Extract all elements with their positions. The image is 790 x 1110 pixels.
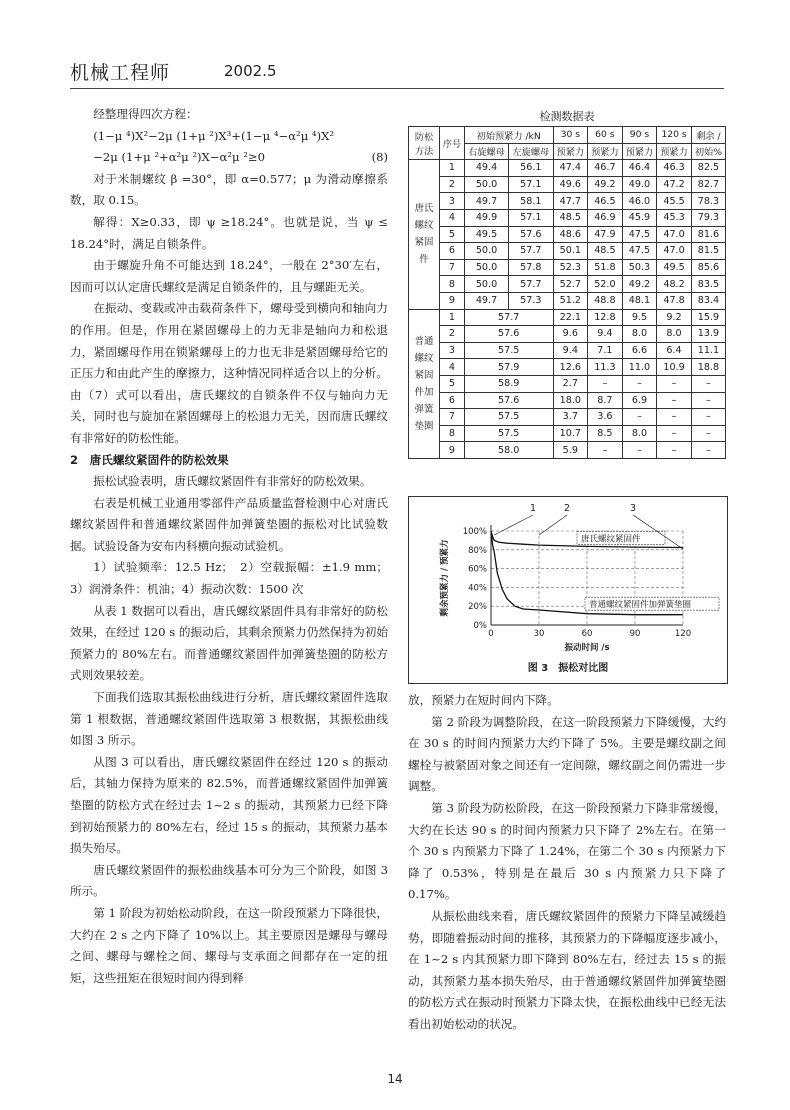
table-cell: 49.2 [622,276,657,293]
table-cell: – [657,442,692,459]
table-row [409,392,726,409]
header-seq: 序号 [440,127,465,160]
table-cell: 13.9 [691,326,725,343]
paragraph: 在振动、变载或冲击载荷条件下，螺母受到横向和轴向力的作用。但是，作用在紧固螺母上的力无非是轴向力和松退力，紧固螺母作用在锁紧螺母上的力也无非是紧固螺母给它的正压力和由此产生的摩擦力，这种情况同样适合以上的分析。由（7）式可以看出，唐氏螺纹的自锁条件不仅与轴向力无关，同时也与旋加在紧固螺母上的松退力无关，因而唐氏螺纹有非常好的防松性能。 [70,301,388,445]
x-tick-label: 30 [533,629,545,639]
table-cell: 2 [440,176,465,193]
paragraph: 第 2 阶段为调整阶段，在这一阶段预紧力下降缓慢，大约在 30 s 的时间内预紧力大约下降了 5%。主要是螺纹副之间螺栓与被紧固对象之间还有一定间隙，螺纹副之间仍需进一步调整。 [408,714,726,794]
table-cell: 82.5 [691,160,725,177]
table-cell: 3 [440,342,465,359]
paragraph: 从振松曲线来看，唐氏螺纹紧固件的预紧力下降呈减缓趋势，即随着振动时间的推移，其预紧力的下降幅度逐步减小，在 1~2 s 内其预紧力即下降到 80%左右，经过去 15 s 的振动，其预紧力基本损失殆尽，由于普通螺纹紧固件加弹簧垫圈的防松方式在振动时预紧力下降太快，在振松曲线中已经无法看出初始松动的状况。 [408,908,726,1031]
table-cell: 47.9 [588,226,623,243]
x-tick-label: 90 [629,629,641,639]
journal-title: 机械工程师 [70,62,171,84]
table-cell: 6 [440,243,465,260]
table-cell: 56.1 [509,160,553,177]
table-cell: 6.9 [622,392,657,409]
table-cell: 47.0 [657,243,692,260]
paragraph: 第 1 阶段为初始松动阶段，在这一阶段预紧力下降很快，大约在 2 s 之内下降了 10%以上。其主要原因是螺母与螺母之间、螺母与螺栓之间、螺母与支承面之间都存在一定的扭矩，这些扭矩在很短时间内得到释 [70,905,388,985]
table-cell: 57.9 [464,359,553,376]
table-cell: 48.5 [588,243,623,260]
table-cell: 82.7 [691,176,725,193]
table-cell: 6 [440,392,465,409]
series-label: 唐氏螺纹紧固件 [581,534,641,545]
table-cell: 9.6 [553,326,588,343]
table-cell: 8.0 [622,425,657,442]
table-cell: 15.9 [691,309,725,326]
table-cell: 51.2 [553,292,588,309]
header-time: 90 s [622,127,657,144]
table-cell: 83.5 [691,276,725,293]
table-cell: 22.1 [553,309,588,326]
table-cell: 57.8 [509,259,553,276]
table-cell: 10.9 [657,359,692,376]
paragraph: 右表是机械工业通用零部件产品质量监督检测中心对唐氏螺纹紧固件和普通螺纹紧固件加弹簧垫圈的振松对比试验数据。试验设备为安布内科横向振动试验机。 [70,495,388,553]
page-number: 14 [387,1072,403,1086]
table-cell: 50.3 [622,259,657,276]
table-cell: 2 [440,326,465,343]
table-cell: 49.7 [464,193,508,210]
table-cell: 5.9 [553,442,588,459]
table-cell: 8.0 [622,326,657,343]
table-cell: – [588,375,623,392]
table-cell: 45.3 [657,209,692,226]
table-cell: 47.8 [657,292,692,309]
table-cell: 81.5 [691,243,725,260]
table-cell: 46.0 [622,193,657,210]
table-cell: – [691,425,725,442]
table-cell: 50.1 [553,243,588,260]
table-cell: 51.8 [588,259,623,276]
table-cell: 3.7 [553,409,588,426]
table-cell: 5 [440,226,465,243]
table-cell: 52.3 [553,259,588,276]
group-label: 普通螺纹紧固件加弹簧垫圈 [409,309,440,458]
y-axis-label: 剩余预紧力 / 预紧力 [440,539,450,617]
header-rule [70,88,724,89]
table-cell: – [657,425,692,442]
header-right-nut: 右旋螺母 [464,143,508,160]
header-preload: 预紧力 [622,143,657,160]
table-row [409,209,726,226]
table-cell: 57.6 [464,392,553,409]
table-row [409,193,726,210]
paragraph: 解得：X≥0.33，即 ψ ≥18.24°。也就是说，当 ψ ≤ 18.24°时，满足自锁条件。 [70,214,388,251]
stage-marker: 2 [563,503,571,514]
paragraph: 放，预紧力在短时间内下降。 [408,693,559,707]
table-cell: 8 [440,425,465,442]
table-body-normal [409,309,726,458]
table-cell: 57.7 [509,276,553,293]
table-cell: – [657,375,692,392]
table-cell: 9.4 [553,342,588,359]
header-preload: 预紧力 [657,143,692,160]
table-cell: 3.6 [588,409,623,426]
table-cell: 46.5 [588,193,623,210]
table-cell: 9 [440,442,465,459]
table-cell: 3 [440,193,465,210]
table-cell: 9.5 [622,309,657,326]
table-row [409,259,726,276]
table-cell: 83.4 [691,292,725,309]
table-cell: 48.2 [657,276,692,293]
stage-leader-line [539,515,567,535]
table-cell: – [691,375,725,392]
table-cell: 5 [440,375,465,392]
table-cell: 49.9 [464,209,508,226]
table-cell: 6.6 [622,342,657,359]
table-cell: 11.1 [691,342,725,359]
x-axis-label: 振动时间 /s [564,643,610,653]
table-row [409,309,726,326]
table-cell: 11.3 [588,359,623,376]
table-cell: 12.6 [553,359,588,376]
table-cell: 7 [440,409,465,426]
table-row [409,425,726,442]
table-cell: 6.4 [657,342,692,359]
y-tick-label: 20% [468,602,487,613]
table-cell: 58.9 [464,375,553,392]
paragraph: 振松试验表明，唐氏螺纹紧固件有非常好的防松效果。 [93,474,372,489]
table-cell: – [657,392,692,409]
table-cell: 50.0 [464,176,508,193]
table-cell: 47.4 [553,160,588,177]
header-method: 防松方法 [409,127,440,160]
table-row [409,375,726,392]
paragraph: 1）试验频率：12.5 Hz； 2）空载振幅：±1.9 mm；3）润滑条件：机油；4）振动次数：1500 次 [70,560,388,597]
table-row [409,326,726,343]
table-cell: 57.7 [464,309,553,326]
table-cell: 9.2 [657,309,692,326]
header-preload: 预紧力 [588,143,623,160]
table-cell: 12.8 [588,309,623,326]
vibration-chart [409,497,727,683]
y-tick-label: 60% [468,564,487,575]
table-cell: 4 [440,209,465,226]
table-cell: 52.0 [588,276,623,293]
y-tick-label: 0% [473,621,487,631]
table-row [409,292,726,309]
table-cell: 8.5 [588,425,623,442]
table-cell: 48.5 [553,209,588,226]
table-cell: 50.0 [464,243,508,260]
table-cell: – [691,442,725,459]
table-cell: 57.6 [509,226,553,243]
table-cell: 7.1 [588,342,623,359]
table-cell: 85.6 [691,259,725,276]
table-cell: 45.5 [657,193,692,210]
equation-line-2 [70,147,388,169]
header-initial-percent: 初始% [691,143,725,160]
table-cell: 9 [440,292,465,309]
table-cell: – [622,442,657,459]
table-cell: 1 [440,309,465,326]
table-cell: 57.7 [509,243,553,260]
table-cell: 57.5 [464,409,553,426]
table-cell: 57.1 [509,176,553,193]
table-row [409,176,726,193]
x-tick-label: 60 [581,629,593,639]
equation-number: (8) [371,150,388,165]
table-cell: 1 [440,160,465,177]
table-cell: 81.6 [691,226,725,243]
x-tick-label: 0 [488,629,494,639]
table-cell: 49.4 [464,160,508,177]
stage-marker: 1 [529,503,537,514]
stage-leader-line [494,515,533,535]
paragraph: 下面我们选取其振松曲线进行分析，唐氏螺纹紧固件选取第 1 根数据，普通螺纹紧固件选取第 3 根数据，其振松曲线如图 3 所示。 [70,690,388,748]
table-cell: 48.6 [553,226,588,243]
table-cell: 48.1 [622,292,657,309]
table-cell: 46.9 [588,209,623,226]
paragraph: 经整理得四次方程： [93,107,198,121]
table-cell: 8.0 [657,326,692,343]
series-label: 普通螺纹紧固件加弹簧垫圈 [589,600,692,611]
issue-number: 2002.5 [224,62,277,80]
table-cell: 7 [440,259,465,276]
table-row [409,342,726,359]
table-cell: 10.7 [553,425,588,442]
table-cell: 11.0 [622,359,657,376]
table-row [409,243,726,260]
table-header-row [409,127,726,144]
table-cell: 57.5 [464,425,553,442]
table-cell: 47.5 [622,226,657,243]
header-left-nut: 左旋螺母 [509,143,553,160]
header-initial: 初始预紧力 /kN [464,127,553,144]
table-cell: 49.7 [464,292,508,309]
table-cell: 18.0 [553,392,588,409]
group-label: 唐氏螺纹紧固件 [409,160,440,309]
paragraph: 第 3 阶段为防松阶段，在这一阶段预紧力下降非常缓慢，大约在长达 90 s 的时间内预紧力只下降了 2%左右。在第一个 30 s 内预紧力下降了 1.24%，在第二个 30 s 内预紧力下降了 0.53%，特别是在最后 30 s 内预紧力只下降了 0.17%。 [408,800,726,902]
table-row [409,442,726,459]
table-cell: 48.8 [588,292,623,309]
header-remaining: 剩余 / [691,127,725,144]
table-cell: – [691,409,725,426]
table-cell: 58.0 [464,442,553,459]
table-cell: 49.5 [464,226,508,243]
table-cell: 46.4 [622,160,657,177]
table-cell: 49.6 [553,176,588,193]
table-cell: 49.0 [622,176,657,193]
table-cell: 47.7 [553,193,588,210]
table-cell: 8 [440,276,465,293]
table-cell: 57.3 [509,292,553,309]
x-tick-label: 120 [674,629,692,639]
y-tick-label: 80% [468,545,487,556]
table-cell: 50.0 [464,276,508,293]
table-body-tang [409,160,726,309]
table-cell: 47.2 [657,176,692,193]
table-cell: 47.5 [622,243,657,260]
test-data-table [408,126,726,459]
table-cell: 46.3 [657,160,692,177]
table-title: 检测数据表 [539,110,595,123]
table-cell: 46.7 [588,160,623,177]
right-column [408,690,726,1036]
paragraph: 唐氏螺纹紧固件的振松曲线基本可分为三个阶段，如图 3 所示。 [70,862,388,899]
table-cell: – [622,409,657,426]
table-row [409,276,726,293]
table-cell: 18.8 [691,359,725,376]
table-cell: – [588,442,623,459]
header-time: 120 s [657,127,692,144]
table-cell: 50.0 [464,259,508,276]
paragraph: 由于螺旋升角不可能达到 18.24°，一般在 2°30′左右，因而可以认定唐氏螺纹是满足自锁条件的，且与螺距无关。 [70,258,388,294]
table-cell: 52.7 [553,276,588,293]
chart-caption: 图 3 振松对比图 [527,663,609,674]
table-row [409,359,726,376]
table-cell: 49.5 [657,259,692,276]
paragraph: 从图 3 可以看出，唐氏螺纹紧固件在经过 120 s 的振动后，其轴力保持为原来的 82.5%，而普通螺纹紧固件加弹簧垫圈的防松方式在经过去 1~2 s 的振动，其预紧力已经下降到初始预紧力的 80%左右，经过 15 s 的振动，其预紧力基本损失殆尽。 [70,754,388,856]
equation-text: −2μ (1+μ ²+α²μ ²)X−α²μ ²≥0 [93,150,265,165]
table-cell: 2.7 [553,375,588,392]
table-cell: 79.3 [691,209,725,226]
table-row [409,160,726,177]
table-row [409,226,726,243]
table-cell: – [657,409,692,426]
header-preload: 预紧力 [553,143,588,160]
table-row [409,409,726,426]
table-cell: 9.4 [588,326,623,343]
table-cell: – [622,375,657,392]
header-time: 60 s [588,127,623,144]
section-heading: 2 唐氏螺纹紧固件的防松效果 [70,452,229,467]
paragraph: 从表 1 数据可以看出，唐氏螺纹紧固件具有非常好的防松效果，在经过 120 s 的振动后，其剩余预紧力仍然保持为初始预紧力的 80%左右。而普通螺纹紧固件加弹簧垫圈的防松方式则效果较差。 [70,603,388,683]
table-cell: 78.3 [691,193,725,210]
table-cell: 8.7 [588,392,623,409]
table-cell: 47.0 [657,226,692,243]
paragraph: 对于米制螺纹 β =30°，即 α=0.577；μ 为滑动摩擦系数，取 0.15。 [70,171,388,208]
table-cell: – [691,392,725,409]
table-cell: 58.1 [509,193,553,210]
left-column [70,104,388,989]
table-cell: 57.6 [464,326,553,343]
table-cell: 57.1 [509,209,553,226]
table-cell: 49.2 [588,176,623,193]
table-cell: 45.9 [622,209,657,226]
y-tick-label: 40% [468,583,487,594]
header-time: 30 s [553,127,588,144]
equation-line-1: (1−μ ⁴)X²−2μ (1+μ ²)X³+(1−μ ⁴−α²μ ⁴)X² [93,128,334,143]
y-tick-label: 100% [462,527,487,537]
table-cell: 4 [440,359,465,376]
table-cell: 57.5 [464,342,553,359]
stage-marker: 3 [629,503,637,514]
figure-box [408,496,728,684]
